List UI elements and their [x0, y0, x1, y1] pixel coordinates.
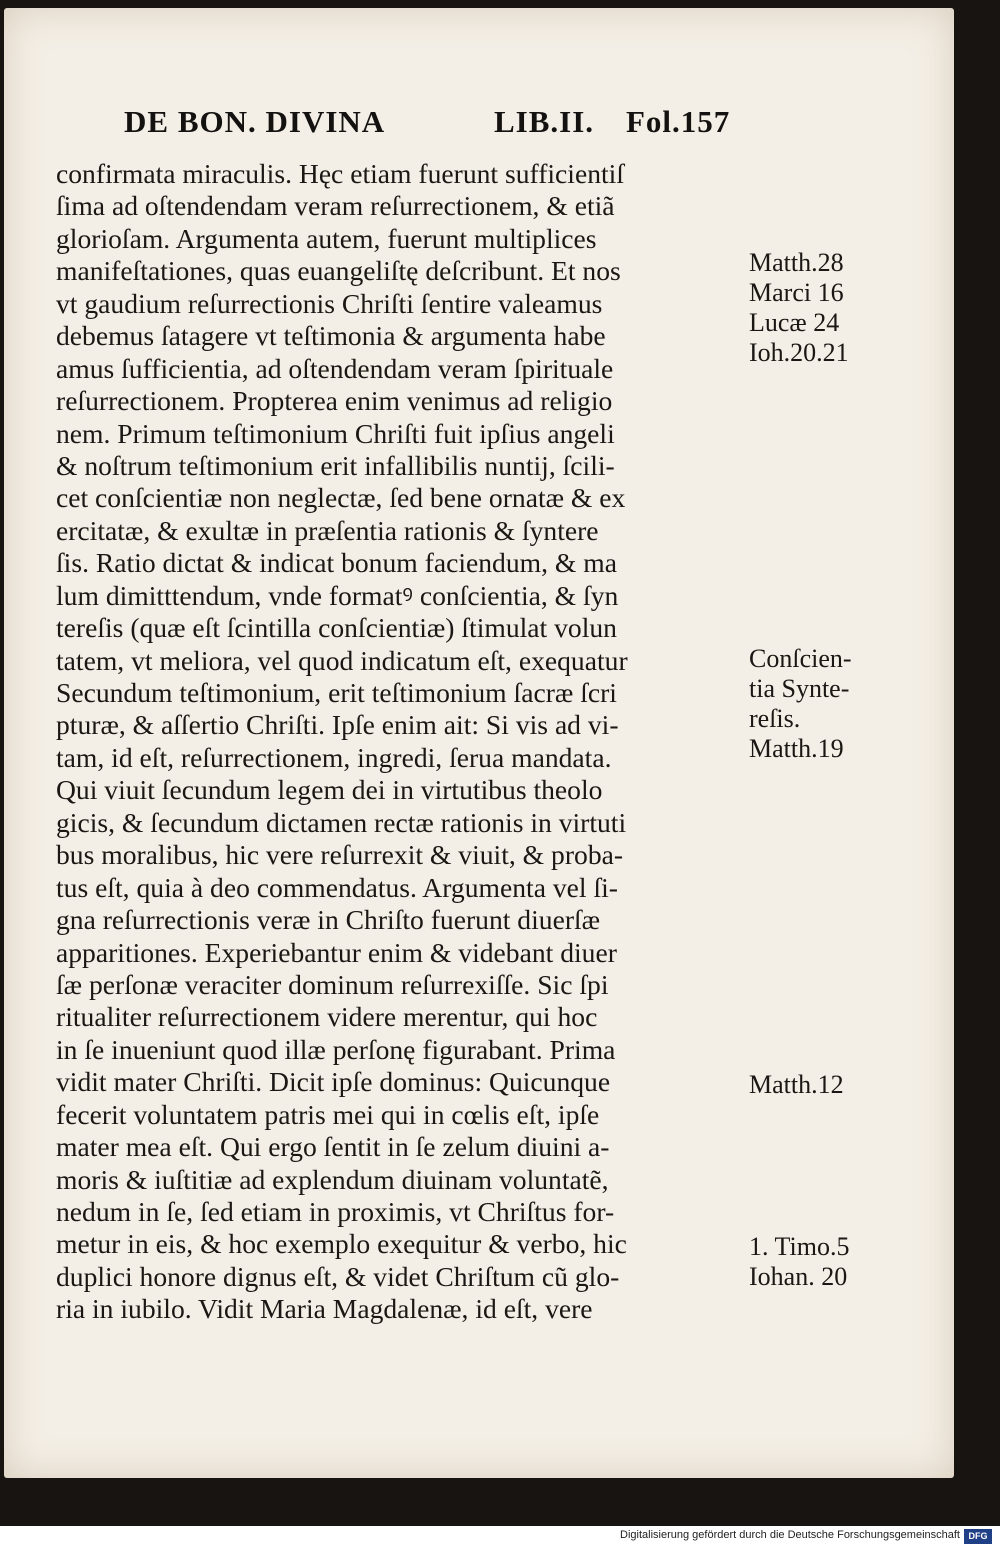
- text-line: pturæ, & aſſertio Chriſti. Ipſe enim ait: Si vis ad vi-: [56, 709, 619, 741]
- text-line: cet conſcientiæ non neglectæ, ſed bene ornatæ & ex: [56, 482, 626, 514]
- marginal-note-group-2: [749, 644, 852, 764]
- marginal-note-group-4: [749, 1232, 849, 1292]
- dfg-logo: DFG: [964, 1529, 992, 1544]
- text-line: metur in eis, & hoc exemplo exequitur & verbo, hic: [56, 1228, 627, 1260]
- text-line: duplici honore dignus eſt, & videt Chriſtum cũ glo-: [56, 1260, 620, 1292]
- text-line: glorioſam. Argumenta autem, fuerunt multiplices: [56, 222, 597, 254]
- text-line: ſæ perſonæ veraciter dominum reſurrexiſſe. Sic ſpi: [56, 968, 609, 1000]
- text-line: Qui viuit ſecundum legem dei in virtutibus theolo: [56, 774, 603, 806]
- text-line: amus ſufficientia, ad oſtendendam veram ſpirituale: [56, 352, 614, 384]
- header-book: LIB.II.: [494, 104, 595, 139]
- text-line: in ſe inueniunt quod illæ perſonę figurabant. Prima: [56, 1033, 616, 1065]
- text-line: vidit mater Chriſti. Dicit ipſe dominus: Quicunque: [56, 1066, 611, 1098]
- text-line: ſima ad oſtendendam veram reſurrectionem, & etiã: [56, 190, 615, 222]
- marginal-note-group-1: [749, 248, 849, 368]
- text-line: ſis. Ratio dictat & indicat bonum faciendum, & ma: [56, 547, 617, 579]
- marginal-note: Conſcien-: [749, 644, 852, 673]
- text-line: debemus ſatagere vt teſtimonia & argumenta habe: [56, 320, 606, 352]
- footer-bar: [0, 1526, 1000, 1548]
- text-line: nedum in ſe, ſed etiam in proximis, vt Chriſtus for-: [56, 1196, 615, 1227]
- text-line: manifeſtationes, quas euangeliſtę deſcribunt. Et nos: [56, 255, 621, 287]
- body-text: [56, 158, 746, 1326]
- text-line: ercitatæ, & exultæ in præſentia rationis & ſyntere: [56, 514, 599, 546]
- text-line: mater mea eſt. Qui ergo ſentit in ſe zelum diuini a-: [56, 1131, 610, 1163]
- header-title: DE BON. DIVINA: [124, 104, 386, 139]
- marginal-note: tia Synte-: [749, 674, 850, 703]
- text-line: nem. Primum teſtimonium Chriſti fuit ipſius angeli: [56, 417, 615, 449]
- text-line: tus eſt, quia à deo commendatus. Argumenta vel ſi-: [56, 871, 618, 903]
- text-line: tereſis (quæ eſt ſcintilla conſcientiæ) ſtimulat volun: [56, 612, 617, 644]
- running-header: [124, 104, 744, 148]
- text-line: confirmata miraculis. Hęc etiam fuerunt sufficientiſ: [56, 158, 625, 189]
- marginal-note: Matth.19: [749, 734, 844, 763]
- header-folio: Fol.157: [626, 104, 731, 139]
- text-line: ritualiter reſurrectionem videre merentur, qui hoc: [56, 1001, 598, 1033]
- text-line: tam, id eſt, reſurrectionem, ingredi, ſerua mandata.: [56, 741, 612, 773]
- text-line: bus moralibus, hic vere reſurrexit & viuit, & proba-: [56, 839, 624, 871]
- text-line: moris & iuſtitiæ ad explendum diuinam voluntatẽ,: [56, 1163, 609, 1195]
- text-line: Secundum teſtimonium, erit teſtimonium ſacræ ſcri: [56, 677, 617, 708]
- marginal-note: Ioh.20.21: [749, 338, 849, 367]
- marginal-note: Matth.12: [749, 1070, 844, 1099]
- marginal-note: Marci 16: [749, 278, 844, 307]
- text-line: reſurrectionem. Propterea enim venimus ad religio: [56, 385, 613, 417]
- text-line: gna reſurrectionis veræ in Chriſto fuerunt diuerſæ: [56, 904, 601, 936]
- text-line: & noſtrum teſtimonium erit infallibilis nuntij, ſcili-: [56, 449, 615, 481]
- marginal-note: reſis.: [749, 704, 801, 733]
- marginal-note: Lucæ 24: [749, 308, 840, 337]
- marginal-note: Iohan. 20: [749, 1262, 848, 1291]
- text-line: gicis, & ſecundum dictamen rectæ rationis in virtuti: [56, 806, 627, 838]
- text-line: ria in iubilo. Vidit Maria Magdalenæ, id eſt, vere: [56, 1293, 593, 1325]
- marginal-note: 1. Timo.5: [749, 1232, 850, 1261]
- text-line: tatem, vt meliora, vel quod indicatum eſt, exequatur: [56, 644, 628, 676]
- marginal-note: Matth.28: [749, 248, 844, 277]
- book-page: [4, 8, 954, 1478]
- text-line: fecerit voluntatem patris mei qui in cœlis eſt, ipſe: [56, 1098, 600, 1130]
- marginal-note-group-3: [749, 1070, 844, 1100]
- text-line: apparitiones. Experiebantur enim & videbant diuer: [56, 936, 617, 968]
- text-line: vt gaudium reſurrectionis Chriſti ſentire valeamus: [56, 287, 603, 319]
- text-line: lum dimitttendum, vnde formatꝰ conſcientia, & ſyn: [56, 579, 619, 611]
- funding-notice: Digitalisierung gefördert durch die Deutsche Forschungsgemeinschaft: [620, 1529, 960, 1541]
